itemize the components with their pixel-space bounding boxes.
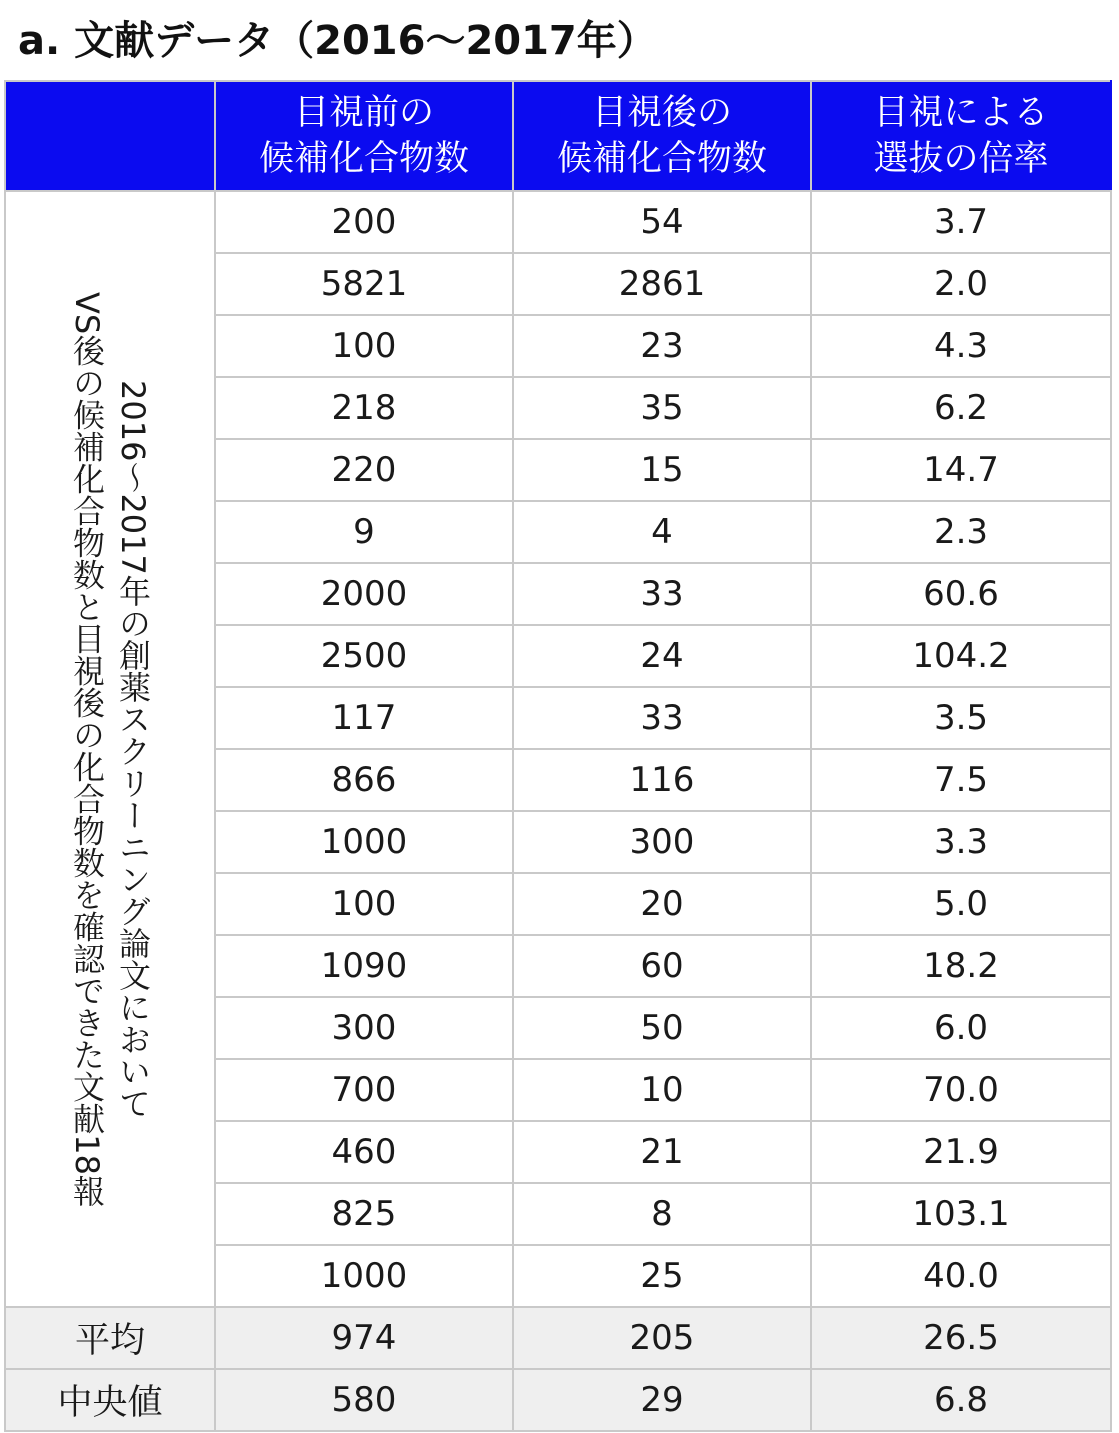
after-count-cell: 20 — [513, 873, 811, 935]
header-line: 選抜の倍率 — [873, 139, 1049, 179]
ratio-cell: 2.0 — [811, 253, 1111, 315]
summary-value: 6.8 — [811, 1369, 1111, 1431]
before-count-cell: 218 — [215, 377, 513, 439]
header-line: 候補化合物数 — [556, 139, 767, 179]
header-line: 目視前の — [293, 93, 434, 133]
after-count-cell: 50 — [513, 997, 811, 1059]
ratio-cell: 3.7 — [811, 191, 1111, 253]
before-count-cell: 200 — [215, 191, 513, 253]
before-count-cell: 100 — [215, 873, 513, 935]
summary-value: 580 — [215, 1369, 513, 1431]
table-body — [5, 191, 1111, 1307]
before-count-cell: 1000 — [215, 811, 513, 873]
ratio-cell: 3.3 — [811, 811, 1111, 873]
literature-data-table — [4, 80, 1112, 1432]
before-count-cell: 2500 — [215, 625, 513, 687]
after-count-cell: 300 — [513, 811, 811, 873]
header-line: 候補化合物数 — [258, 139, 469, 179]
before-count-cell: 100 — [215, 315, 513, 377]
header-corner-cell — [5, 81, 215, 191]
after-count-cell: 60 — [513, 935, 811, 997]
after-count-cell: 33 — [513, 687, 811, 749]
ratio-cell: 2.3 — [811, 501, 1111, 563]
ratio-cell: 6.0 — [811, 997, 1111, 1059]
before-count-cell: 1000 — [215, 1245, 513, 1307]
before-count-cell: 2000 — [215, 563, 513, 625]
after-count-cell: 10 — [513, 1059, 811, 1121]
ratio-cell: 104.2 — [811, 625, 1111, 687]
table-header-row — [5, 81, 1111, 191]
before-count-cell: 5821 — [215, 253, 513, 315]
ratio-cell: 7.5 — [811, 749, 1111, 811]
after-count-cell: 15 — [513, 439, 811, 501]
ratio-cell: 14.7 — [811, 439, 1111, 501]
summary-label: 平均 — [5, 1307, 215, 1369]
table-summary — [5, 1307, 1111, 1431]
summary-row — [5, 1369, 1111, 1431]
ratio-cell: 103.1 — [811, 1183, 1111, 1245]
ratio-cell: 5.0 — [811, 873, 1111, 935]
summary-label: 中央値 — [5, 1369, 215, 1431]
ratio-cell: 60.6 — [811, 563, 1111, 625]
ratio-cell: 18.2 — [811, 935, 1111, 997]
header-after-visual-count — [513, 81, 811, 191]
before-count-cell: 220 — [215, 439, 513, 501]
after-count-cell: 21 — [513, 1121, 811, 1183]
ratio-cell: 4.3 — [811, 315, 1111, 377]
header-line: 目視後の — [591, 93, 732, 133]
before-count-cell: 700 — [215, 1059, 513, 1121]
after-count-cell: 8 — [513, 1183, 811, 1245]
ratio-cell: 6.2 — [811, 377, 1111, 439]
after-count-cell: 35 — [513, 377, 811, 439]
after-count-cell: 24 — [513, 625, 811, 687]
before-count-cell: 866 — [215, 749, 513, 811]
after-count-cell: 25 — [513, 1245, 811, 1307]
before-count-cell: 9 — [215, 501, 513, 563]
after-count-cell: 54 — [513, 191, 811, 253]
header-line: 目視による — [873, 93, 1049, 133]
after-count-cell: 116 — [513, 749, 811, 811]
summary-row — [5, 1307, 1111, 1369]
before-count-cell: 460 — [215, 1121, 513, 1183]
header-selection-ratio — [811, 81, 1111, 191]
page-title: a. 文献データ（2016～2017年） — [18, 18, 657, 64]
summary-value: 29 — [513, 1369, 811, 1431]
after-count-cell: 4 — [513, 501, 811, 563]
after-count-cell: 33 — [513, 563, 811, 625]
before-count-cell: 825 — [215, 1183, 513, 1245]
before-count-cell: 117 — [215, 687, 513, 749]
ratio-cell: 70.0 — [811, 1059, 1111, 1121]
side-description-line: VS後の候補化合物数と目視後の化合物数を確認できた文献18報 — [68, 291, 106, 1207]
after-count-cell: 23 — [513, 315, 811, 377]
ratio-cell: 3.5 — [811, 687, 1111, 749]
after-count-cell: 2861 — [513, 253, 811, 315]
before-count-cell: 300 — [215, 997, 513, 1059]
summary-value: 26.5 — [811, 1307, 1111, 1369]
summary-value: 974 — [215, 1307, 513, 1369]
ratio-cell: 21.9 — [811, 1121, 1111, 1183]
side-description-cell — [5, 191, 215, 1307]
table-row — [5, 191, 1111, 253]
before-count-cell: 1090 — [215, 935, 513, 997]
summary-value: 205 — [513, 1307, 811, 1369]
header-before-visual-count — [215, 81, 513, 191]
side-description-line: 2016～2017年の創薬スクリーニング論文において — [114, 379, 152, 1119]
ratio-cell: 40.0 — [811, 1245, 1111, 1307]
